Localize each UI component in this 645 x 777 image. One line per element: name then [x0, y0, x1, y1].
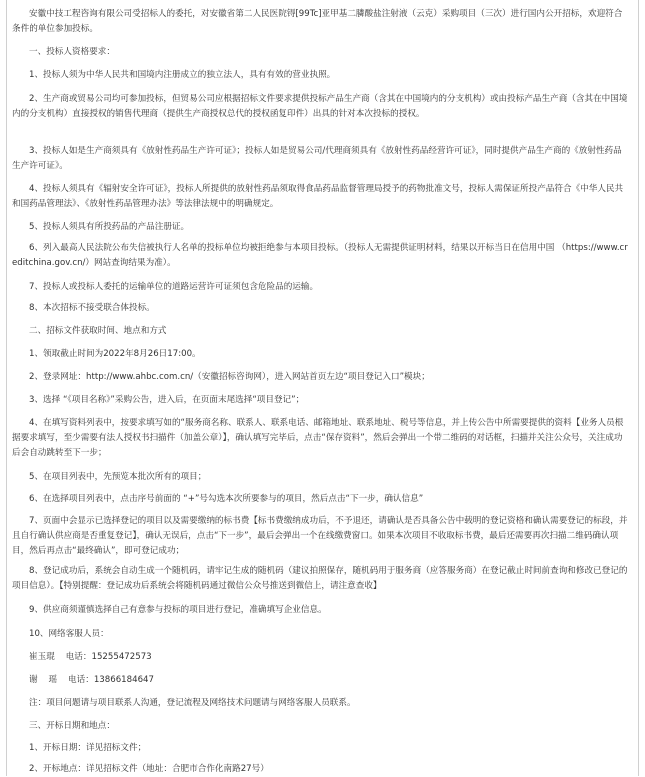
requirement-1: 1、投标人须为中华人民共和国境内注册成立的独立法人，具有有效的营业执照。 — [29, 70, 336, 80]
step-6: 6、在选择项目列表中，点击序号前面的 “+”号勾选本次所要参与的项目，然后点击“下一步，确认信息” — [29, 494, 424, 504]
section-title-documents: 二、招标文件获取时间、地点和方式 — [29, 326, 167, 336]
step-5: 5、在项目列表中，先预览本批次所有的项目； — [29, 472, 207, 482]
requirement-3: 3、投标人如是生产商须具有《放射性药品生产许可证》；投标人如是贸易公司/代理商须具有《放射性药品经营许可证》，同时提供产品生产商的《放射性药品生产许可证》。 — [12, 146, 622, 171]
opening-location: 2、开标地点：详见招标文件（地址：合肥市合作化南路27号） — [29, 764, 269, 774]
contact-note: 注：项目问题请与项目联系人沟通，登记流程及网络技术问题请与网络客服人员联系。 — [29, 698, 356, 708]
requirement-5: 5、投标人须具有所投药品的产品注册证。 — [29, 222, 190, 232]
requirement-6: 6、列入最高人民法院公布失信被执行人名单的投标单位均被拒绝参与本项目投标。（投标人无需提供证明材料，结果以开标当日在信用中国 （https://www.creditchina.gov.cn/）网站查询结果为准）。 — [12, 243, 628, 268]
step-9: 9、供应商须谨慎选择自己有意参与投标的项目进行登记，准确填写企业信息。 — [29, 605, 327, 615]
step-3: 3、选择 “《项目名称》”采购公告，进入后，在页面末尾选择“项目登记”； — [29, 395, 305, 405]
step-10: 10、网络客服人员： — [29, 629, 109, 639]
requirement-8: 8、本次招标不接受联合体投标。 — [29, 303, 155, 313]
step-1: 1、领取截止时间为2022年8月26日17:00。 — [29, 349, 201, 359]
requirement-7: 7、投标人或投标人委托的运输单位的道路运营许可证须包含危险品的运输。 — [29, 282, 319, 292]
intro-paragraph: 安徽中技工程咨询有限公司受招标人的委托，对安徽省第二人民医院锝[99Tc]亚甲基二膦酸盐注射液（云克）采购项目（三次）进行国内公开招标，欢迎符合条件的单位参加投标。 — [12, 9, 623, 34]
section-title-opening: 三、开标日期和地点： — [29, 721, 115, 731]
section-title-qualification: 一、投标人资格要求： — [29, 47, 115, 57]
opening-date: 1、开标日期：详见招标文件； — [29, 743, 147, 753]
step-8: 8、登记成功后，系统会自动生成一个随机码，请牢记生成的随机码（建议拍照保存，随机码用于服务商（应答服务商）在登记截止时间前查询和修改已登记的项目信息）。【特别提醒：登记成功后系统会将随机码通过微信公众号推送到微信上，请注意查收】 — [12, 566, 628, 591]
contact-person-1: 崔玉琨 电话：15255472573 — [29, 652, 152, 662]
requirement-4: 4、投标人须具有《辐射安全许可证》，投标人所提供的放射性药品须取得食品药品监督管理局授予的药物批准文号，投标人需保证所投产品符合《中华人民共和国药品管理法》、《放射性药品管理办法》等法律法规中的明确规定。 — [12, 184, 624, 209]
step-7: 7、页面中会显示已选择登记的项目以及需要缴纳的标书费【标书费缴纳成功后，不予退还，请确认是否具备公告中载明的登记资格和确认需要登记的标段，并且自行确认供应商是否重复登记】，确认无误后，点击“下一步”，最后会弹出一个在线缴费窗口。如果本次项目不收取标书费，最后还需要再次扫描二维码确认项目，然后再点击“最终确认”，即可登记成功； — [12, 516, 628, 556]
step-2: 2、登录网址：http://www.ahbc.com.cn/（安徽招标咨询网），进入网站首页左边“项目登记入口”模块； — [29, 372, 430, 382]
step-4: 4、在填写资料列表中，按要求填写如的“服务商名称、联系人、联系电话、邮箱地址、联系地址、税号等信息，并上传公告中所需要提供的资料【业务人员根据要求填写，至少需要有法人授权书扫描件（加盖公章）】，确认填写完毕后，点击“保存资料”，然后会弹出一个带二维码的对话框，扫描并关注公众号，关注成功后会自动跳转至下一步； — [12, 418, 624, 458]
contact-person-2: 谢 瑶 电话：13866184647 — [29, 675, 154, 685]
requirement-2: 2、生产商或贸易公司均可参加投标，但贸易公司应根据招标文件要求提供投标产品生产商（含其在中国境内的分支机构）或由投标产品生产商（含其在中国境内的分支机构）直接授权的销售代理商（提供生产商授权总代的授权函复印件）出具的针对本次投标的授权。 — [12, 94, 628, 119]
